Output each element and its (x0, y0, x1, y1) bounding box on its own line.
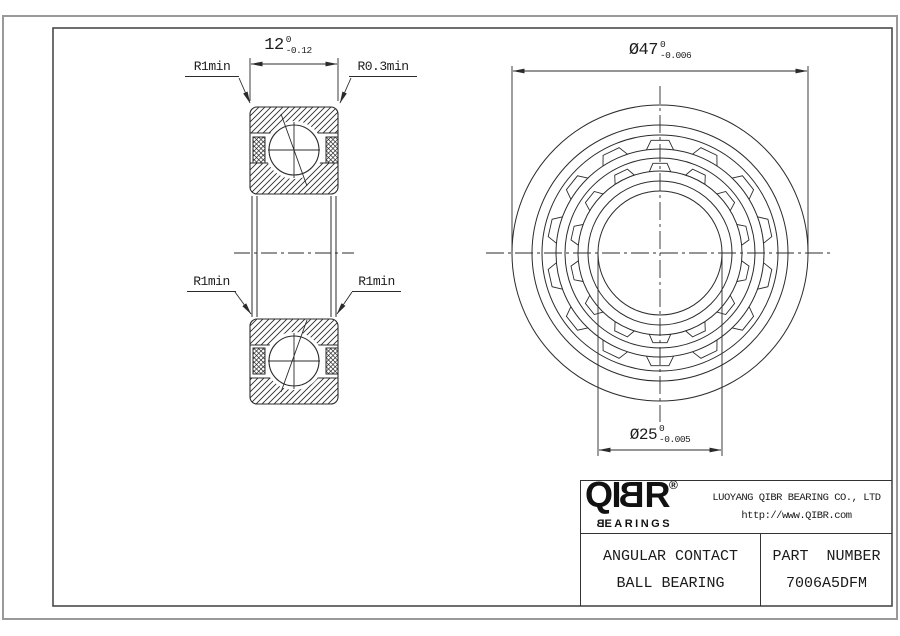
cage-pocket (758, 263, 772, 290)
product-line1: ANGULAR CONTACT (602, 548, 739, 565)
cage-pocket (548, 263, 562, 290)
cage-section-left-lower (253, 348, 265, 374)
part-number-cell (760, 534, 892, 606)
cage-pocket (615, 322, 635, 337)
brand-letter-r: R (644, 474, 670, 515)
part-number-label: PART NUMBER (772, 548, 881, 565)
label-r1min-mid-left: R1min (187, 275, 236, 292)
brand-letters-qi: QI (585, 474, 621, 515)
product-name-cell (581, 534, 760, 606)
title-block-body-row (581, 533, 892, 606)
dim-od-tolerance: 0 -0.006 (659, 39, 692, 61)
dim-width-tolerance: 0 -0.12 (285, 34, 312, 56)
cage-section-right-lower (326, 348, 338, 374)
cage-pocket (686, 169, 706, 184)
dim-od (600, 40, 720, 62)
leader-r1-mid-right (337, 292, 352, 314)
cage-pocket (571, 225, 583, 246)
brand-wordmark (585, 474, 678, 515)
brand-letter-b-mirrored: B (620, 474, 645, 515)
leader-r1-top-left (239, 78, 250, 103)
cage-pocket (585, 295, 603, 314)
cage-section-right (326, 137, 338, 163)
bore-lines (252, 196, 336, 317)
brand-subtitle (594, 519, 672, 530)
cage-pocket (737, 225, 749, 246)
cage-pocket (737, 261, 749, 282)
title-block-header-row (581, 474, 892, 533)
front-view (486, 66, 834, 456)
dim-od-value: Ø47 (628, 41, 658, 61)
cage-pocket (571, 261, 583, 282)
part-number-value: 7006A5DFM (785, 575, 867, 592)
dim-bore-tolerance: 0 -0.005 (659, 423, 691, 445)
brand-logo (581, 474, 701, 533)
label-r1min-mid-right: R1min (352, 275, 401, 292)
cage-pocket (758, 217, 772, 244)
registered-mark-icon: ® (669, 478, 678, 492)
cage-pocket (686, 322, 706, 337)
product-line2: BALL BEARING (616, 575, 725, 592)
label-r1min-top-left: R1min (185, 60, 239, 77)
company-website: http://www.QIBR.com (741, 509, 852, 522)
leader-r03-top-right (340, 78, 351, 103)
label-r03min-top-right: R0.3min (349, 60, 417, 77)
dim-width (240, 35, 336, 57)
leader-r1-mid-left (235, 292, 251, 314)
brand-sub-letter-b-mirrored: B (594, 518, 605, 530)
dim-bore-value: Ø25 (629, 425, 658, 444)
dim-width-value: 12 (264, 36, 284, 56)
company-info (701, 481, 892, 533)
company-name: LUOYANG QIBR BEARING CO., LTD (712, 492, 881, 504)
cage-pocket (717, 295, 735, 314)
cage-section-left (253, 137, 265, 163)
brand-sub-letters: EARINGS (604, 518, 673, 530)
cage-pocket (585, 192, 603, 211)
section-view (234, 58, 354, 404)
cage-pocket (615, 169, 635, 184)
cage-pocket (717, 192, 735, 211)
title-block (580, 474, 892, 606)
dim-bore (602, 424, 718, 446)
cage-pocket (548, 217, 562, 244)
